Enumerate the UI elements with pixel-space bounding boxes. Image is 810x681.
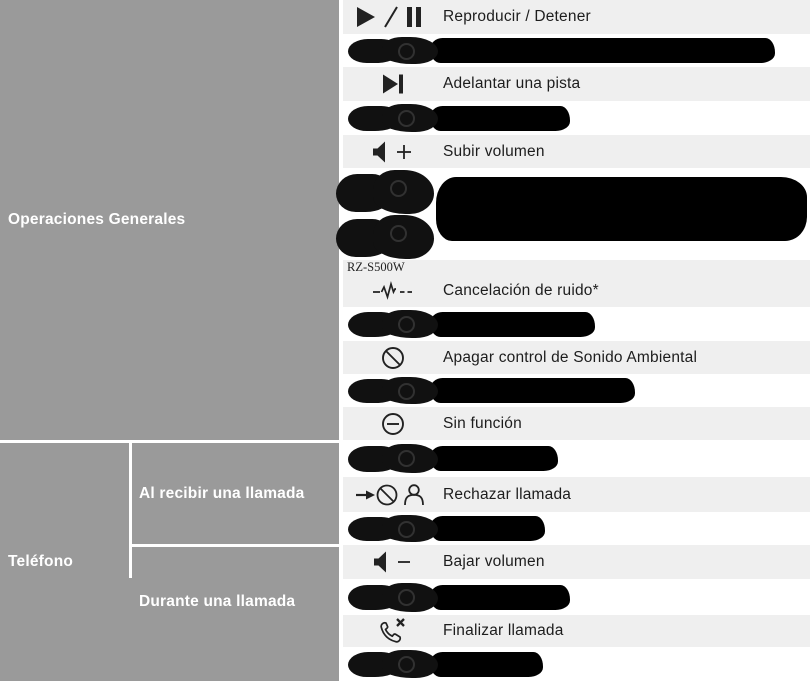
model-label: RZ-S500W [347, 260, 405, 274]
icon-cell [343, 481, 443, 509]
row-label: Reproducir / Detener [443, 8, 591, 25]
redacted-scribble-icon [348, 583, 438, 612]
icon-cell [343, 37, 443, 64]
table-row [343, 101, 810, 135]
redacted-scribble-icon [348, 377, 438, 404]
redacted-scribble-icon [348, 37, 438, 64]
row-label: Finalizar llamada [443, 622, 564, 639]
section-operaciones-generales [0, 0, 339, 440]
icon-cell [343, 411, 443, 437]
section-label-telefono: Teléfono [8, 553, 74, 570]
redacted-icon-group [336, 170, 436, 259]
operations-rows [343, 0, 810, 681]
table-row [343, 512, 810, 545]
table-row [343, 341, 810, 374]
icon-cell [343, 104, 443, 132]
icon-cell [343, 616, 443, 647]
table-row [343, 67, 810, 101]
volume-down-icon [371, 549, 415, 575]
ambient-off-icon [380, 345, 406, 371]
redacted-scribble-icon [348, 515, 438, 542]
redacted-text [430, 446, 558, 471]
end-call-icon [378, 616, 408, 647]
table-row [343, 34, 810, 67]
redacted-scribble-icon [336, 215, 434, 259]
row-label: Subir volumen [443, 142, 545, 160]
icon-cell [343, 139, 443, 165]
table-row [343, 168, 810, 260]
table-row [343, 374, 810, 407]
redacted-scribble-icon [348, 444, 438, 473]
redacted-text [430, 516, 545, 541]
redacted-text [430, 378, 635, 403]
table-row [343, 307, 810, 341]
redacted-scribble-icon [348, 310, 438, 338]
icon-cell [343, 515, 443, 542]
table-row [343, 440, 810, 477]
subrow-label-al-recibir: Al recibir una llamada [139, 484, 305, 502]
table-row [343, 0, 810, 34]
noise-cancel-icon [372, 278, 414, 304]
row-label: Cancelación de ruido* [443, 281, 599, 299]
redacted-scribble-icon [348, 650, 438, 678]
table-row [343, 615, 810, 647]
table-row [343, 545, 810, 579]
row-label: Bajar volumen [443, 553, 545, 570]
telefono-subcolumn [132, 443, 339, 681]
row-label: Rechazar llamada [443, 485, 572, 503]
subrow-label-durante: Durante una llamada [139, 593, 296, 610]
table-row [343, 647, 810, 681]
telefono-cell [0, 443, 129, 681]
redacted-text [436, 177, 807, 241]
icon-cell [343, 650, 443, 678]
no-function-icon [380, 411, 406, 437]
icon-cell [343, 310, 443, 338]
section-label-operaciones: Operaciones Generales [8, 211, 186, 228]
category-column [0, 0, 339, 681]
table-row [343, 579, 810, 615]
redacted-text [430, 38, 775, 63]
redacted-text [430, 312, 595, 337]
row-label: Apagar control de Sonido Ambiental [443, 348, 698, 366]
table-row [343, 477, 810, 512]
section-telefono [0, 443, 339, 681]
redacted-text [430, 585, 570, 610]
redacted-scribble-icon [336, 170, 434, 214]
icon-cell [343, 583, 443, 612]
icon-cell [343, 549, 443, 575]
subrow-durante [132, 547, 339, 681]
reject-call-icon [354, 481, 432, 509]
volume-up-icon [370, 139, 416, 165]
icon-cell [343, 72, 443, 96]
icon-cell [343, 345, 443, 371]
redacted-text [430, 652, 543, 677]
icon-cell [343, 4, 443, 30]
table-row [343, 260, 810, 307]
table-row [343, 407, 810, 440]
icon-cell [343, 444, 443, 473]
row-label: Sin función [443, 414, 522, 432]
subrow-al-recibir [132, 443, 339, 544]
redacted-scribble-icon [348, 104, 438, 132]
redacted-text [430, 106, 570, 131]
row-label: Adelantar una pista [443, 75, 581, 92]
icon-cell [343, 377, 443, 404]
skip-track-icon [381, 72, 405, 96]
icon-cell [343, 278, 443, 304]
table-row [343, 135, 810, 168]
play-pause-icon [354, 4, 432, 30]
